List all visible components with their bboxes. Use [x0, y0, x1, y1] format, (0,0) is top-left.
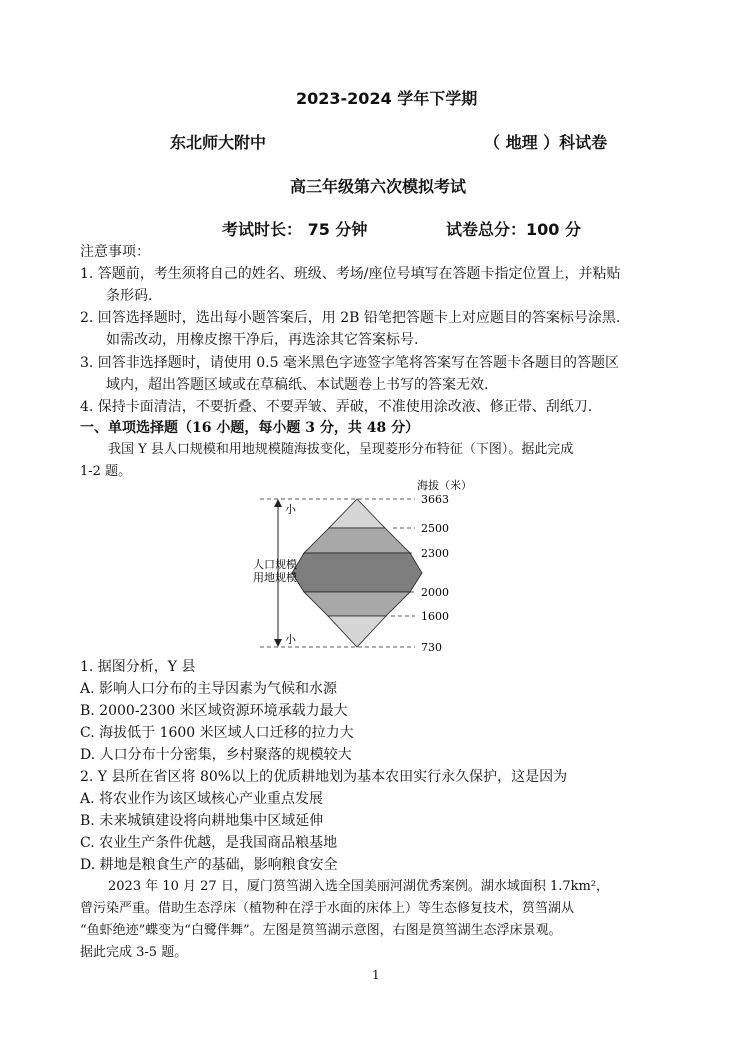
section-title: 一、单项选择题（16 小题，每小题 3 分，共 48 分） — [80, 420, 420, 436]
band-3663-2500 — [329, 499, 385, 528]
passage-line: 曾污染严重。借助生态浮床（植物种在浮于水面的床体上）等生态修复技术，筼筜湖从 — [80, 901, 575, 916]
small-label-bottom: 小 — [285, 633, 296, 646]
elevation-label: 2000 — [421, 586, 449, 599]
notes-title: 注意事项： — [80, 244, 150, 260]
question-option: C. 农业生产条件优越，是我国商品粮基地 — [80, 835, 338, 851]
arrow-head-down — [274, 639, 282, 647]
subject-line: （ 地理 ）科试卷 — [484, 133, 608, 152]
note-item: 2. 回答选择题时，选出每小题答案后，用 2B 铅笔把答题卡上对应题目的答案标号涂黑. — [80, 310, 621, 326]
note-item: 4. 保持卡面清洁，不要折叠、不要弄皱、弄破，不准使用涂改液、修正带、刮纸刀. — [80, 399, 593, 415]
note-item: 条形码. — [106, 288, 153, 304]
passage-line: 据此完成 3-5 题。 — [80, 945, 188, 960]
elevation-unit-label: 海拔（米） — [417, 479, 472, 492]
question-option: A. 将农业作为该区域核心产业重点发展 — [80, 791, 324, 807]
exam-total-score: 试卷总分：100 分 — [446, 220, 581, 239]
elevation-diamond-figure — [245, 472, 500, 658]
question-option: D. 人口分布十分密集，乡村聚落的规模较大 — [80, 747, 352, 763]
question-option: D. 耕地是粮食生产的基础，影响粮食安全 — [80, 857, 338, 873]
question-option: B. 2000-2300 米区域资源环境承载力最大 — [80, 703, 348, 719]
note-item: 域内，超出答题区域或在草稿纸、本试题卷上书写的答案无效. — [106, 377, 489, 393]
page-number: 1 — [372, 968, 380, 982]
band-2300-2000 — [292, 553, 422, 592]
band-2500-2300 — [304, 528, 410, 553]
question-option: B. 未来城镇建设将向耕地集中区域延伸 — [80, 813, 324, 829]
axis-label-landuse: 用地规模 — [253, 571, 297, 584]
arrow-head-up — [274, 499, 282, 507]
small-label-top: 小 — [285, 503, 296, 516]
passage-line: “鱼虾绝迹”蝶变为“白鹭伴舞”。左图是筼筜湖示意图，右图是筼筜湖生态浮床景观。 — [80, 923, 562, 938]
band-2000-1600 — [304, 592, 410, 616]
question-stem: 1. 据图分析，Y 县 — [80, 659, 196, 675]
question-option: A. 影响人口分布的主导因素为气候和水源 — [80, 681, 338, 697]
elevation-label: 3663 — [421, 493, 449, 506]
exam-duration: 考试时长： 75 分钟 — [222, 220, 368, 239]
term-title: 2023-2024 学年下学期 — [296, 89, 478, 108]
school-name: 东北师大附中 — [170, 133, 267, 152]
elevation-label: 2500 — [421, 522, 449, 535]
note-item: 3. 回答非选择题时，请使用 0.5 毫米黑色字迹签字笔将答案写在答题卡各题目的答题区 — [80, 355, 619, 371]
note-item: 如需改动，用橡皮擦干净后，再选涂其它答案标号. — [106, 332, 419, 348]
band-1600-730 — [328, 616, 386, 647]
axis-label-population: 人口规模 — [253, 558, 297, 571]
elevation-label: 730 — [421, 641, 442, 654]
question-stem: 2. Y 县所在省区将 80%以上的优质耕地划为基本农田实行永久保护，这是因为 — [80, 769, 568, 785]
elevation-label: 2300 — [421, 547, 449, 560]
section-intro: 我国 Y 县人口规模和用地规模随海拔变化，呈现菱形分布特征（下图）。据此完成 — [108, 442, 574, 457]
question-option: C. 海拔低于 1600 米区域人口迁移的拉力大 — [80, 725, 354, 741]
note-item: 1. 答题前，考生须将自己的姓名、班级、考场/座位号填写在答题卡指定位置上，并粘贴 — [80, 266, 621, 282]
exam-name: 高三年级第六次模拟考试 — [290, 177, 467, 196]
passage-line: 2023 年 10 月 27 日，厦门筼筜湖入选全国美丽河湖优秀案例。湖水域面积 1.7km²， — [108, 879, 610, 894]
section-intro: 1-2 题。 — [80, 464, 132, 479]
elevation-label: 1600 — [421, 610, 449, 623]
